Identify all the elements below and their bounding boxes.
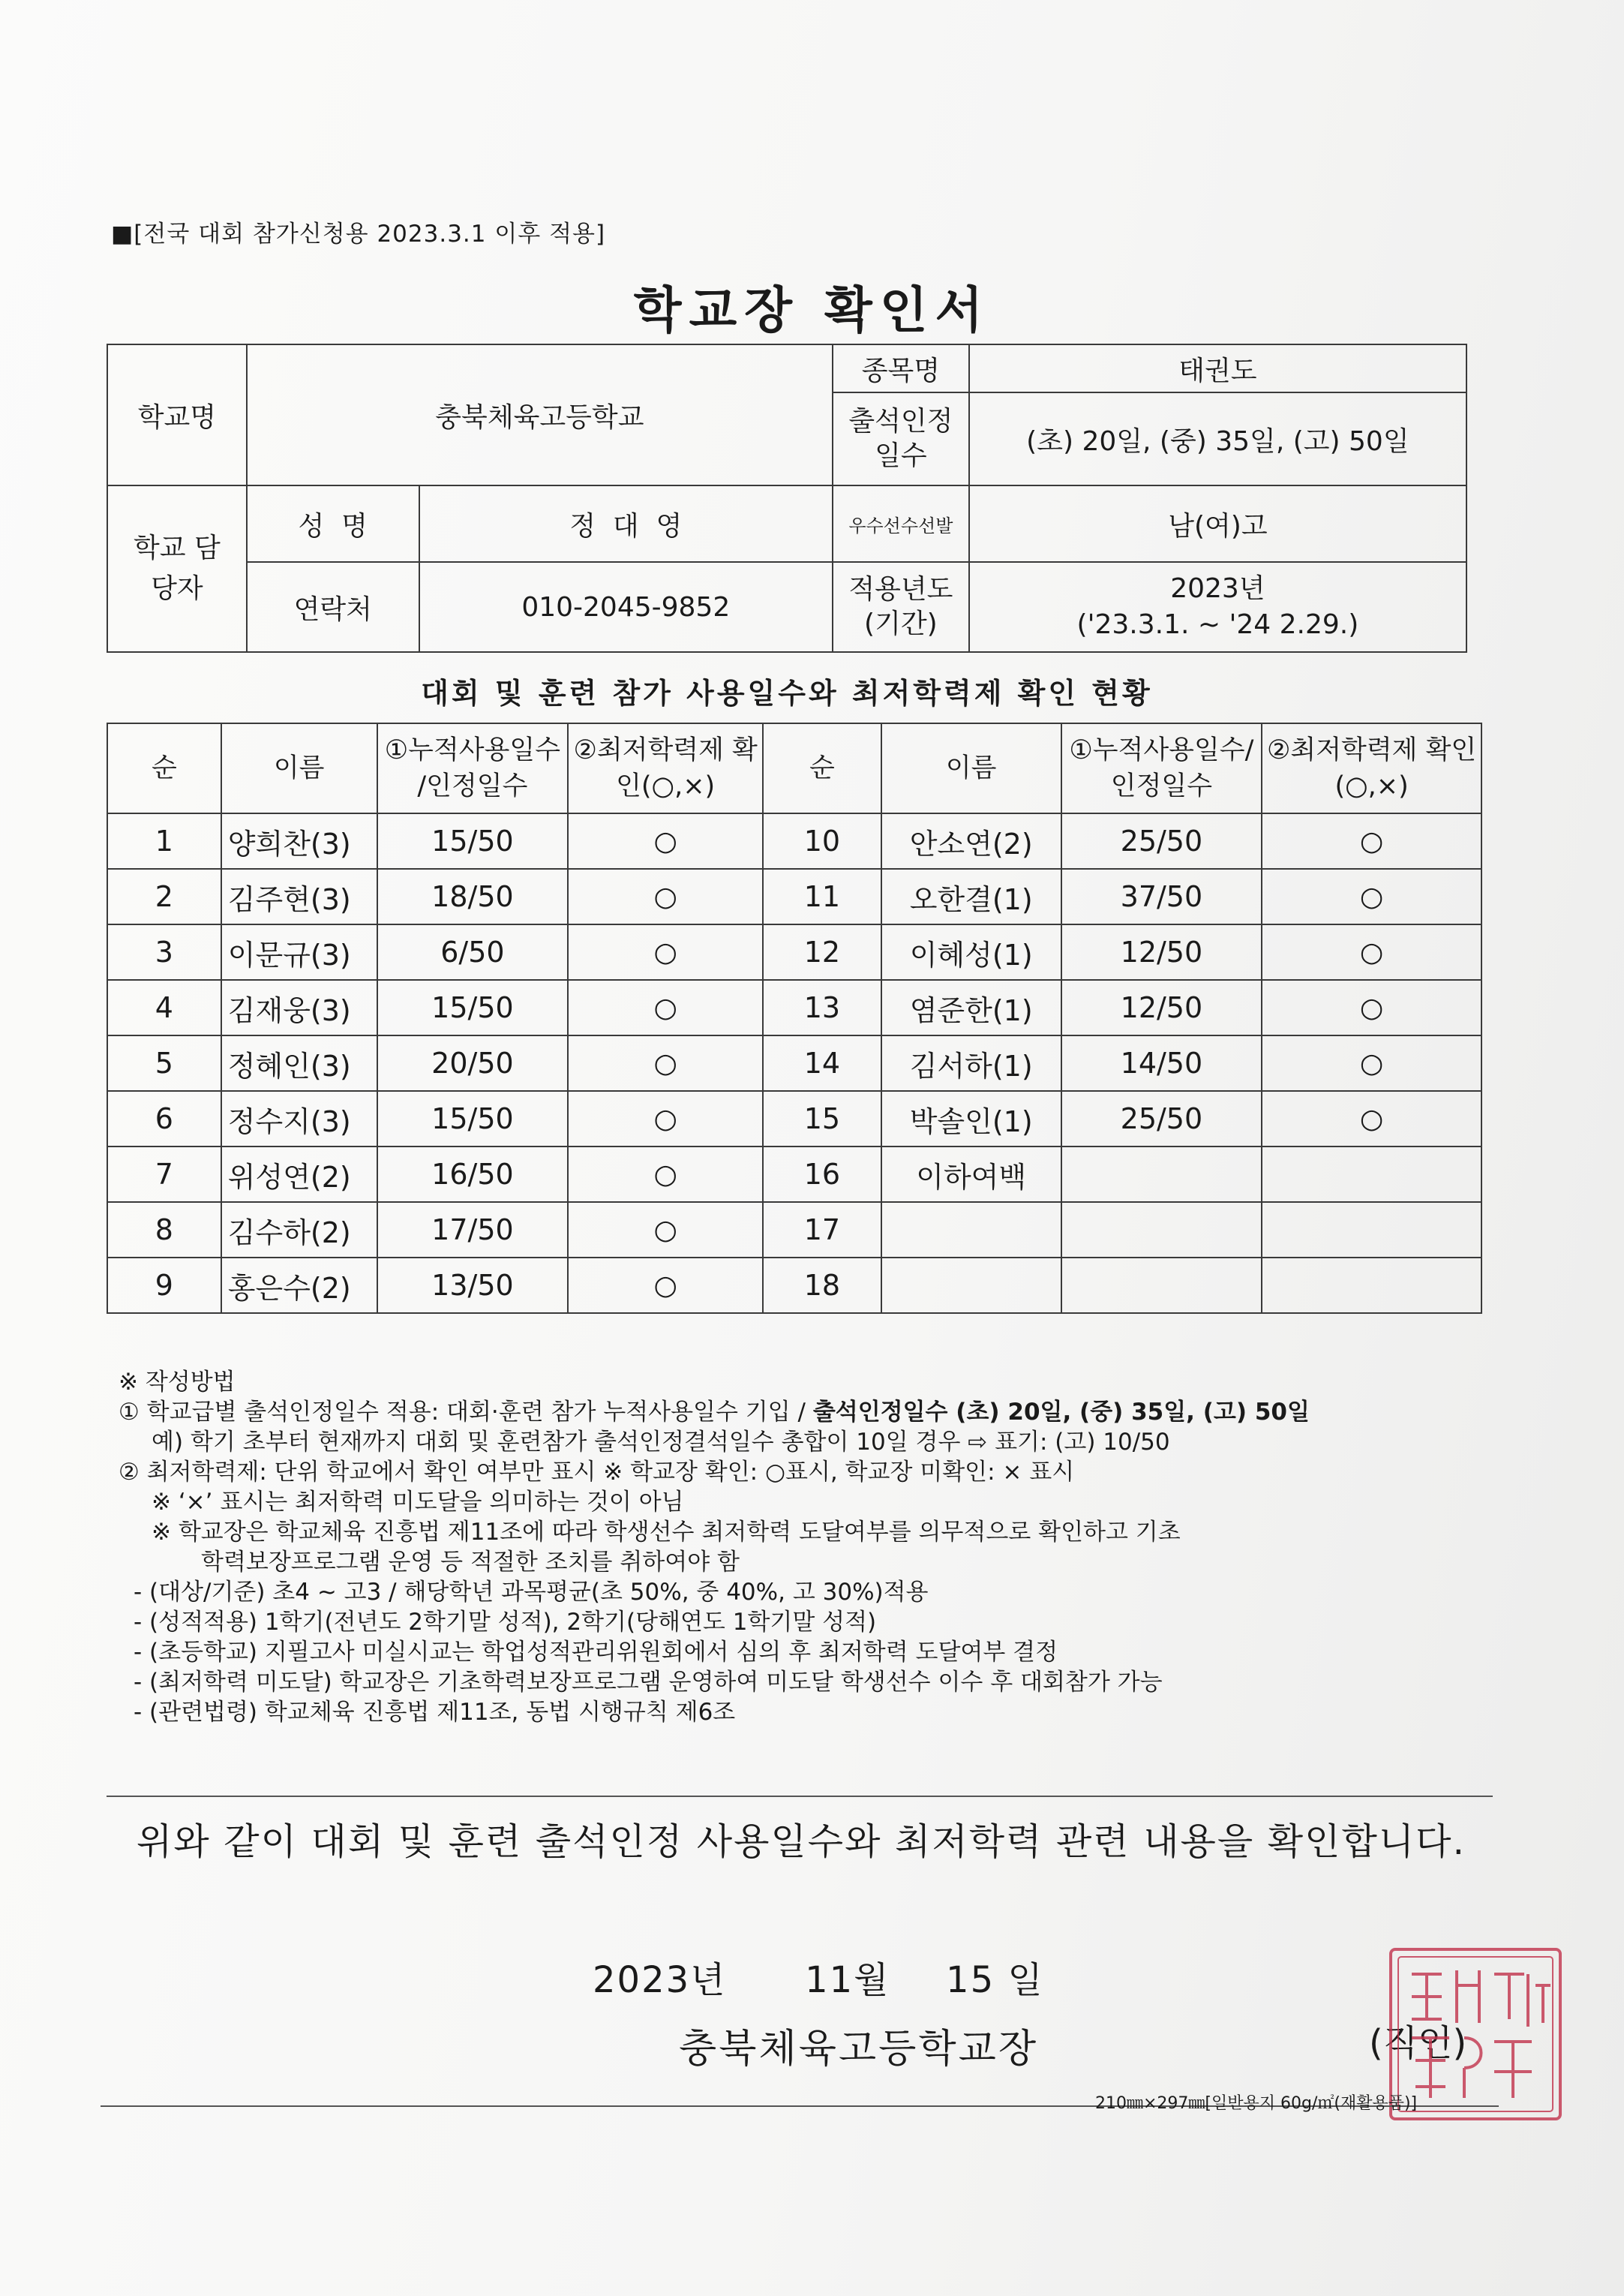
info-table: [107, 344, 1467, 653]
note-line-1a: ① 학교급별 출석인정일수 적용: 대회·훈련 참가 누적사용일수 기입 /: [119, 1399, 813, 1426]
row-name: 홍은수(2): [221, 1258, 377, 1313]
selection-value: 남(여)고: [969, 485, 1466, 562]
principal-signature-line: 충북체육고등학교장: [679, 2027, 1039, 2072]
table-row: [107, 1202, 1481, 1258]
note-line-6: 학력보장프로그램 운영 등 적절한 조치를 취하여야 함: [201, 1549, 740, 1576]
year-label: 적용년도 (기간): [833, 562, 969, 652]
row-no-right: 18: [763, 1258, 881, 1313]
selection-label: 우수선수선발: [833, 485, 969, 562]
row-days-right: 37/50: [1061, 869, 1262, 924]
note-line-4: ※ ‘×’ 표시는 최저학력 미도달을 의미하는 것이 아님: [152, 1489, 684, 1516]
row-days-right: 12/50: [1061, 980, 1262, 1035]
header-note: ■[전국 대회 참가신청용 2023.3.1 이후 적용]: [111, 221, 606, 248]
row-name-right: 염준한(1): [881, 980, 1061, 1035]
row-name-right: [881, 1202, 1061, 1258]
period-value: ('23.3.1. ~ '24 2.29.): [1076, 609, 1359, 640]
row-no: 1: [107, 813, 221, 869]
row-no-right: 16: [763, 1146, 881, 1202]
table-row: [107, 980, 1481, 1035]
row-check: ○: [568, 1035, 763, 1091]
row-name-right: 박솔인(1): [881, 1091, 1061, 1146]
row-no: 3: [107, 924, 221, 980]
row-no-right: 14: [763, 1035, 881, 1091]
row-no-right: 12: [763, 924, 881, 980]
row-name: 이문규(3): [221, 924, 377, 980]
note-line-7: - (대상/기준) 초4 ~ 고3 / 해당학년 과목평균(초 50%, 중 40%, 고 30%)적용: [134, 1579, 929, 1606]
row-days-right: 25/50: [1061, 813, 1262, 869]
sport-label: 종목명: [833, 344, 969, 392]
table-row: [107, 1091, 1481, 1146]
row-days: 15/50: [377, 1091, 569, 1146]
row-name: 김주현(3): [221, 869, 377, 924]
table-row: [107, 924, 1481, 980]
notes-heading: ※ 작성방법: [119, 1369, 236, 1396]
row-no-right: 10: [763, 813, 881, 869]
date-month: 11월: [805, 1959, 890, 2001]
row-name: 김수하(2): [221, 1202, 377, 1258]
table-row: [107, 1146, 1481, 1202]
header-no: 순: [107, 723, 221, 813]
school-name: 충북체육고등학교: [247, 344, 833, 485]
date-day: 15 일: [946, 1959, 1044, 2001]
row-check: ○: [568, 813, 763, 869]
row-name-right: 오한결(1): [881, 869, 1061, 924]
row-check-right: ○: [1262, 1035, 1481, 1091]
school-label: 학교명: [107, 344, 247, 485]
note-line-8: - (성적적용) 1학기(전년도 2학기말 성적), 2학기(당해연도 1학기말 성적): [134, 1609, 877, 1636]
row-days: 15/50: [377, 813, 569, 869]
row-check-right: [1262, 1146, 1481, 1202]
contact-value: 010-2045-9852: [419, 562, 833, 652]
row-name: 양희찬(3): [221, 813, 377, 869]
row-check: ○: [568, 980, 763, 1035]
note-line-5: ※ 학교장은 학교체육 진흥법 제11조에 따라 학생선수 최저학력 도달여부를 의무적으로 확인하고 기초: [152, 1519, 1181, 1546]
document-title: 학교장 확인서: [633, 281, 991, 339]
contact-label: 연락처: [247, 562, 419, 652]
roster-table: [107, 723, 1482, 1314]
row-no-right: 13: [763, 980, 881, 1035]
name-label: 성 명: [247, 485, 419, 562]
row-days-right: [1061, 1202, 1262, 1258]
header-check: ②최저학력제 확인(○,×): [568, 723, 763, 813]
row-check-right: ○: [1262, 924, 1481, 980]
row-days: 20/50: [377, 1035, 569, 1091]
table-row: [107, 1035, 1481, 1091]
row-name: 정수지(3): [221, 1091, 377, 1146]
header-name-right: 이름: [881, 723, 1061, 813]
header-no-right: 순: [763, 723, 881, 813]
row-days: 13/50: [377, 1258, 569, 1313]
row-check-right: ○: [1262, 980, 1481, 1035]
row-days-right: [1061, 1258, 1262, 1313]
row-check: ○: [568, 1091, 763, 1146]
table-row: [107, 1258, 1481, 1313]
row-days-right: [1061, 1146, 1262, 1202]
row-check-right: [1262, 1202, 1481, 1258]
row-no-right: 15: [763, 1091, 881, 1146]
note-line-11: - (관련법령) 학교체육 진흥법 제11조, 동법 시행규칙 제6조: [134, 1699, 736, 1726]
attendance-value: (초) 20일, (중) 35일, (고) 50일: [969, 392, 1466, 485]
roster-header-row: [107, 723, 1481, 813]
row-check: ○: [568, 1146, 763, 1202]
date-year: 2023년: [593, 1959, 727, 2001]
note-line-1: [119, 1397, 1491, 1427]
row-days: 6/50: [377, 924, 569, 980]
row-check: ○: [568, 1202, 763, 1258]
row-check-right: ○: [1262, 1091, 1481, 1146]
row-name: 위성연(2): [221, 1146, 377, 1202]
row-days: 18/50: [377, 869, 569, 924]
note-line-10: - (최저학력 미도달) 학교장은 기초학력보장프로그램 운영하여 미도달 학생선수 이수 후 대회참가 가능: [134, 1669, 1163, 1696]
year-value: 2023년: [1170, 573, 1265, 604]
row-name: 정혜인(3): [221, 1035, 377, 1091]
header-days-right: ①누적사용일수/ 인정일수: [1061, 723, 1262, 813]
note-line-1b: 출석인정일수 (초) 20일, (중) 35일, (고) 50일: [812, 1399, 1310, 1426]
row-check: ○: [568, 869, 763, 924]
sport-value: 태권도: [969, 344, 1466, 392]
table-row: [107, 813, 1481, 869]
row-days: 15/50: [377, 980, 569, 1035]
note-line-2: 예) 학기 초부터 현재까지 대회 및 훈련참가 출석인정결석일수 총합이 10일 경우 ⇨ 표기: (고) 10/50: [152, 1429, 1170, 1456]
divider-top: [107, 1796, 1493, 1797]
row-days: 17/50: [377, 1202, 569, 1258]
attendance-label: 출석인정 일수: [833, 392, 969, 485]
roster-body: [107, 723, 1481, 1313]
row-no: 5: [107, 1035, 221, 1091]
note-line-9: - (초등학교) 지필고사 미실시교는 학업성적관리위원회에서 심의 후 최저학력 도달여부 결정: [134, 1639, 1058, 1666]
row-no: 6: [107, 1091, 221, 1146]
year-cell: [969, 562, 1466, 652]
note-line-3: ② 최저학력제: 단위 학교에서 확인 여부만 표시 ※ 학교장 확인: ○표시, 학교장 미확인: × 표시: [119, 1459, 1075, 1486]
row-no: 9: [107, 1258, 221, 1313]
paper-spec: 210㎜×297㎜[일반용지 60g/㎡(재활용품)]: [1095, 2094, 1418, 2113]
writing-guide: [119, 1367, 1491, 1727]
staff-label: 학교 담당자: [107, 485, 247, 652]
row-check: ○: [568, 924, 763, 980]
row-no: 2: [107, 869, 221, 924]
row-days-right: 14/50: [1061, 1035, 1262, 1091]
row-days: 16/50: [377, 1146, 569, 1202]
row-name: 김재웅(3): [221, 980, 377, 1035]
section-title: 대회 및 훈련 참가 사용일수와 최저학력제 확인 현황: [421, 677, 1153, 710]
confirmation-text: 위와 같이 대회 및 훈련 출석인정 사용일수와 최저학력 관련 내용을 확인합니다.: [137, 1820, 1466, 1863]
row-check-right: ○: [1262, 869, 1481, 924]
row-check-right: [1262, 1258, 1481, 1313]
row-check: ○: [568, 1258, 763, 1313]
row-check-right: ○: [1262, 813, 1481, 869]
seal-mark-text: (직인): [1369, 2022, 1467, 2064]
name-value: 정 대 영: [419, 485, 833, 562]
header-check-right: ②최저학력제 확인(○,×): [1262, 723, 1481, 813]
row-days-right: 12/50: [1061, 924, 1262, 980]
row-no-right: 11: [763, 869, 881, 924]
row-no: 7: [107, 1146, 221, 1202]
header-days: ①누적사용일수 /인정일수: [377, 723, 569, 813]
row-name-right: 안소연(2): [881, 813, 1061, 869]
date-line: [593, 1951, 1044, 2003]
row-name-right: [881, 1258, 1061, 1313]
header-name: 이름: [221, 723, 377, 813]
row-no-right: 17: [763, 1202, 881, 1258]
row-name-right: 김서하(1): [881, 1035, 1061, 1091]
row-name-right: 이하여백: [881, 1146, 1061, 1202]
row-name-right: 이혜성(1): [881, 924, 1061, 980]
row-no: 4: [107, 980, 221, 1035]
row-no: 8: [107, 1202, 221, 1258]
row-days-right: 25/50: [1061, 1091, 1262, 1146]
table-row: [107, 869, 1481, 924]
